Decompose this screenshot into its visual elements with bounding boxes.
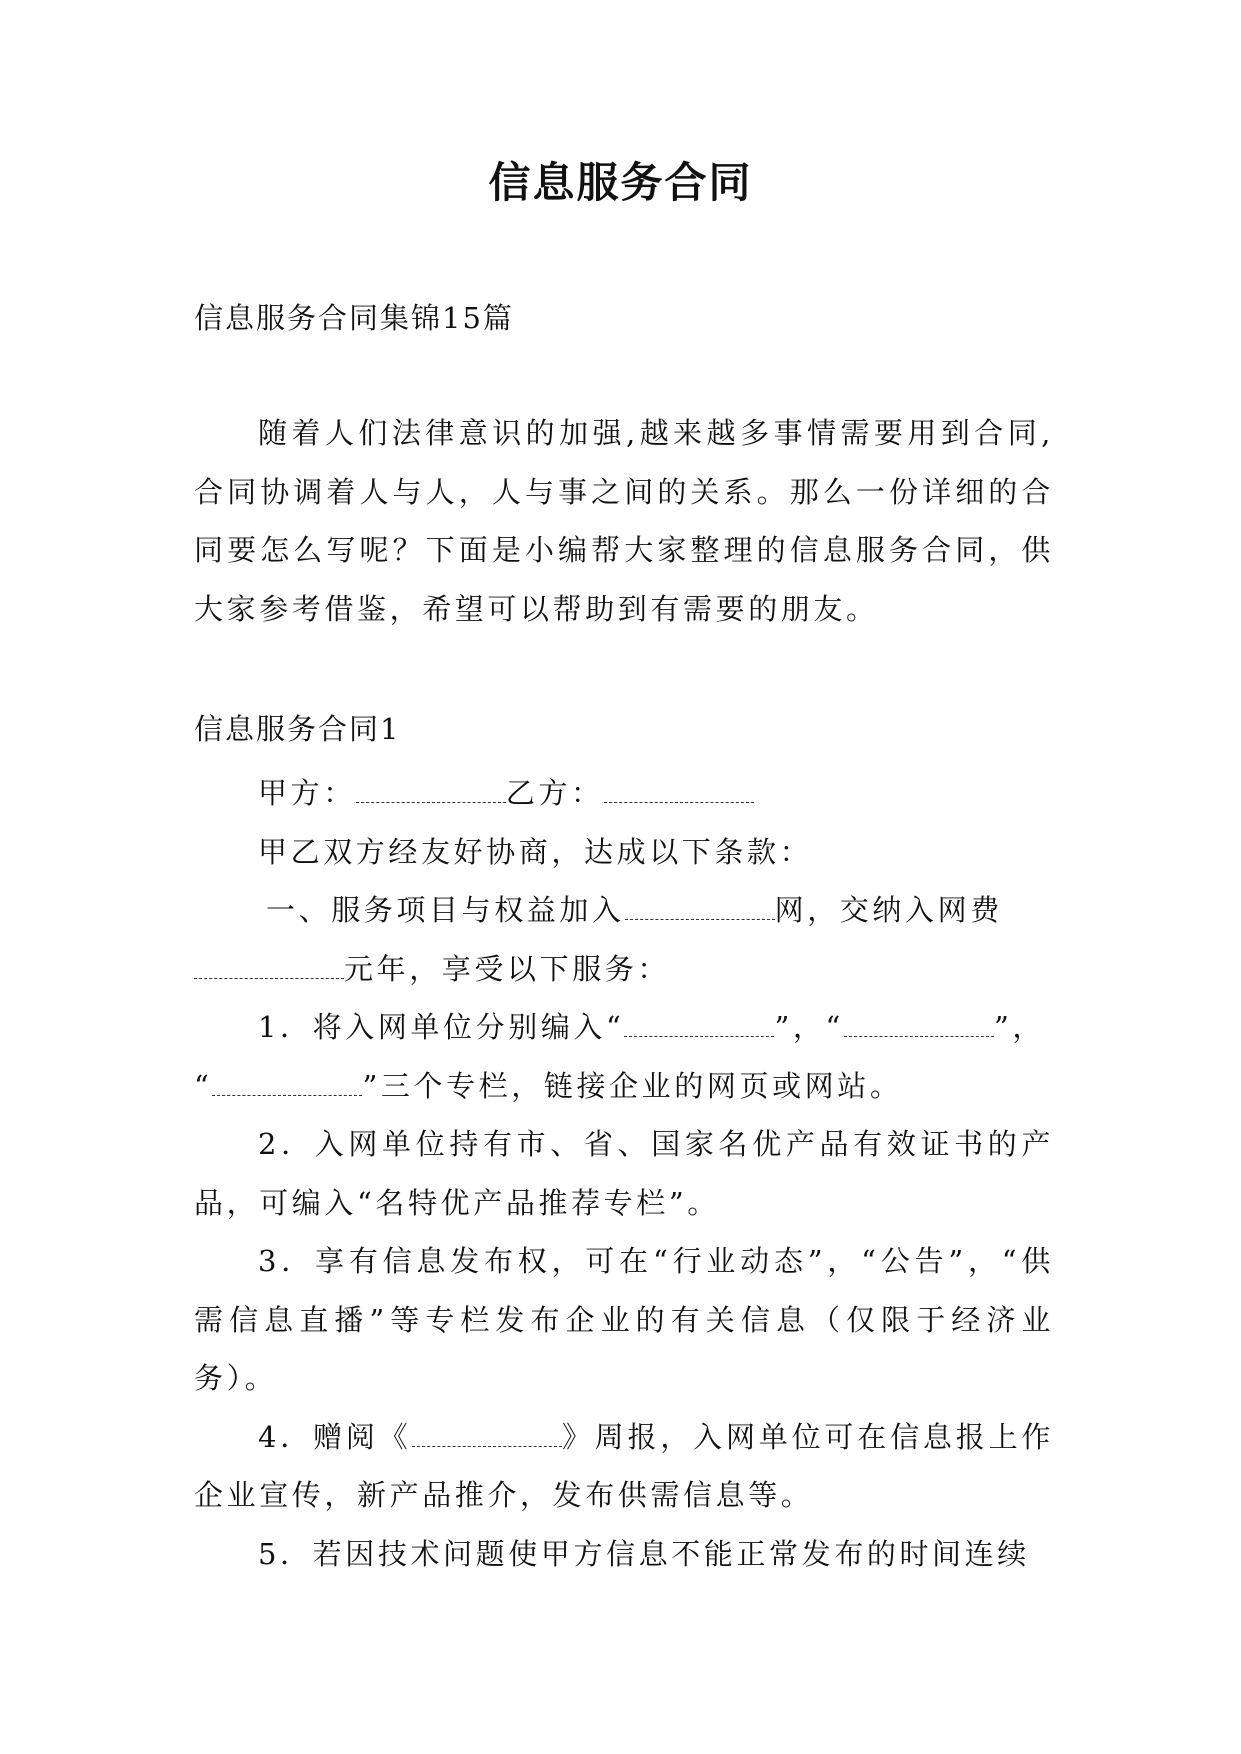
party-a-blank [356, 773, 506, 803]
parties-line [194, 764, 1054, 823]
party-b-blank [604, 773, 754, 803]
item-4-text-b: 》周报，入网单位可在信息报上作企业宣传，新产品推介，发布供需信息等。 [194, 1419, 1054, 1512]
document-subtitle: 信息服务合同集锦15篇 [194, 301, 514, 335]
document-title: 信息服务合同 [488, 158, 753, 207]
party-b-label: 乙方： [505, 776, 604, 810]
column-1-blank [624, 1007, 774, 1037]
weekly-name-blank [412, 1417, 562, 1447]
item-1-sep-2: ”， [993, 1010, 1045, 1044]
item-1-text-b: ”三个专栏，链接企业的网页或网站。 [362, 1068, 903, 1103]
item-2: 2．入网单位持有市、省、国家名优产品有效证书的产品，可编入“名特优产品推荐专栏”。 [194, 1127, 1054, 1220]
clause-1 [194, 881, 1054, 998]
network-name-blank [625, 890, 775, 920]
intro-paragraph: 随着人们法律意识的加强,越来越多事情需要用到合同,合同协调着人与人，人与事之间的关系。那么一份详细的合同要怎么写呢？下面是小编帮大家整理的信息服务合同，供大家参考借鉴，希望可以帮助到有需要的朋友。 [194, 416, 1054, 626]
clause-1-text-c: 元年，享受以下服务： [344, 951, 671, 986]
column-2-blank [844, 1007, 994, 1037]
clause-1-text-b: 网，交纳入网费 [774, 893, 1003, 927]
fee-blank [194, 949, 344, 979]
item-1 [194, 998, 1054, 1115]
item-3: 3．享有信息发布权，可在“行业动态”，“公告”，“供需信息直播”等专栏发布企业的有关信息（仅限于经济业务）。 [194, 1244, 1054, 1395]
item-1-text-a: 1．将入网单位分别编入“ [258, 1010, 625, 1044]
clause-1-text-a: 一、服务项目与权益加入 [266, 893, 625, 927]
item-4-text-a: 4．赠阅《 [258, 1419, 412, 1454]
section-heading: 信息服务合同1 [194, 712, 401, 746]
item-1-sep-1: ”，“ [774, 1010, 844, 1044]
item-5: 5．若因技术问题使甲方信息不能正常发布的时间连续 [258, 1536, 1030, 1571]
contract-body [194, 764, 1054, 1583]
negotiation-line: 甲乙双方经友好协商，达成以下条款： [258, 834, 813, 869]
item-1-open-3: “ [194, 1068, 213, 1103]
item-4 [194, 1408, 1054, 1525]
column-3-blank [212, 1066, 362, 1096]
party-a-label: 甲方： [258, 776, 356, 810]
